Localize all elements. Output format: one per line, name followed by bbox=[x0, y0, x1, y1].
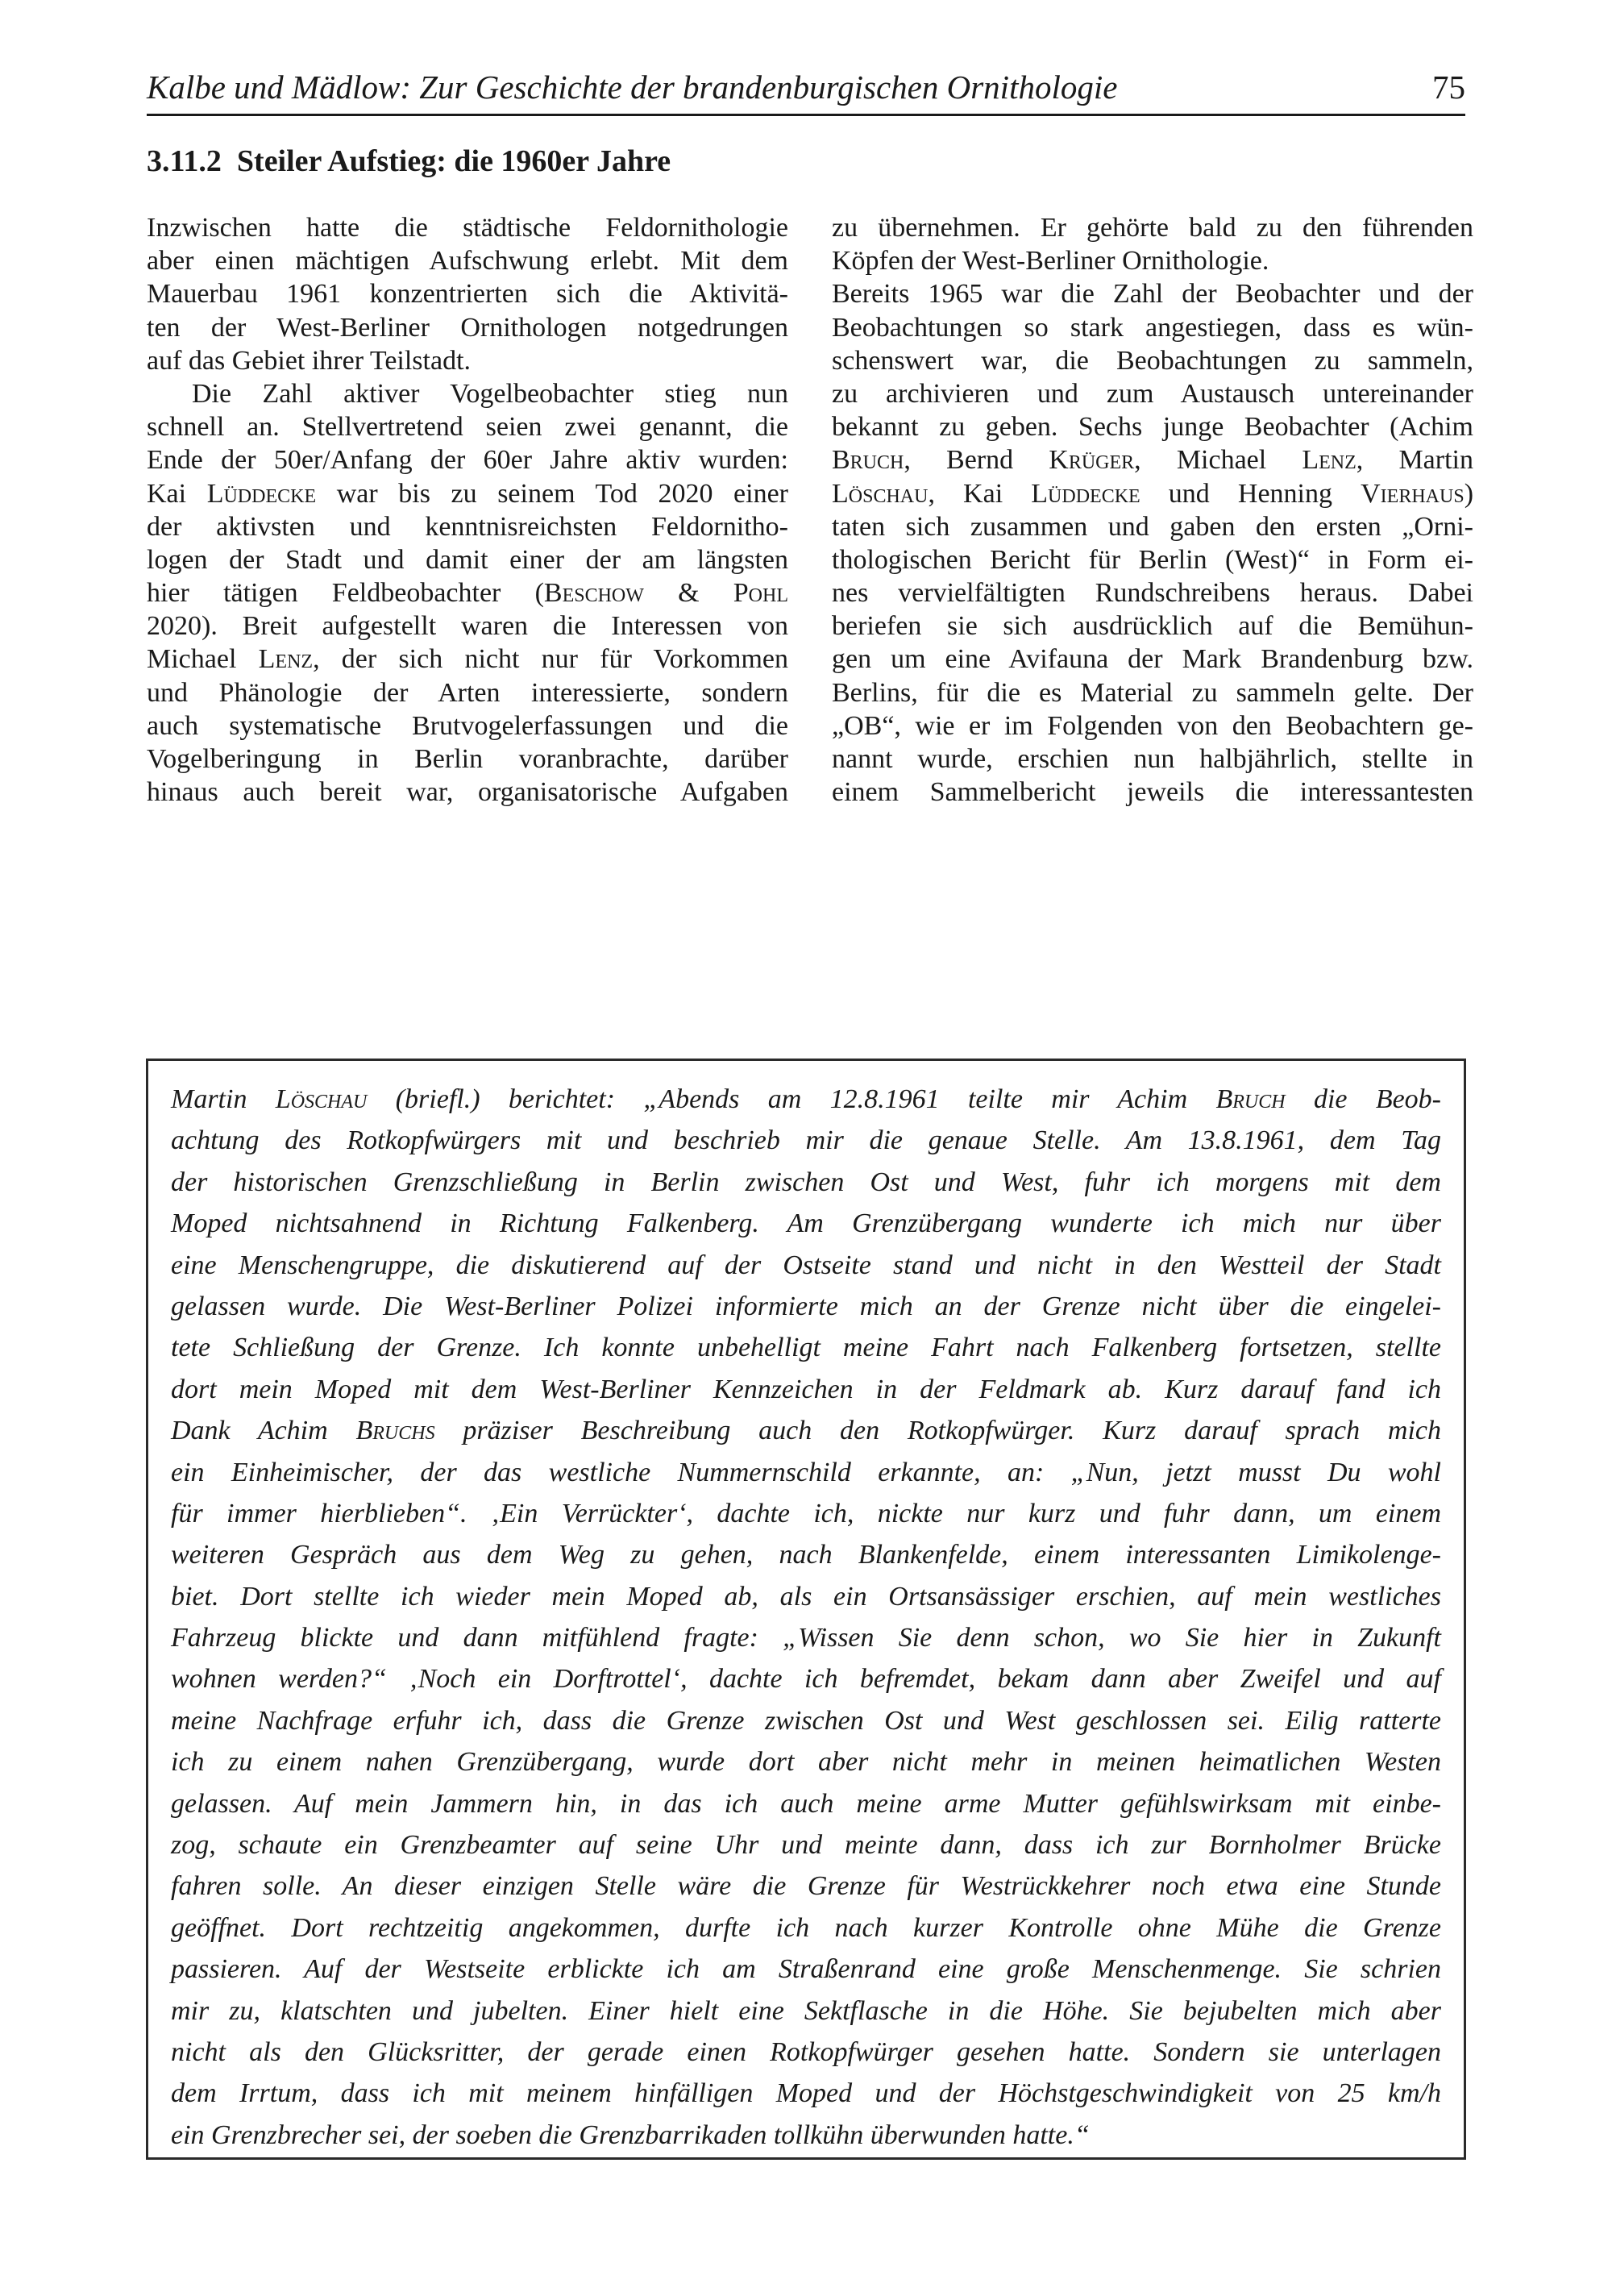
text-line: zu archivieren und zum Austausch untereinander bbox=[832, 378, 1473, 409]
text-line: „OB“, wie er im Folgenden von den Beobachtern ge- bbox=[832, 710, 1473, 741]
text-line: Dank Achim Bruchs präziser Beschreibung auch den Rotkopfwürger. Kurz darauf sprach mich bbox=[171, 1416, 1442, 1446]
text-line: Martin Löschau (briefl.) berichtet: „Abends am 12.8.1961 teilte mir Achim Bruch die Beob- bbox=[171, 1084, 1442, 1114]
text-line: der aktivsten und kenntnisreichsten Feldornitho- bbox=[147, 511, 788, 542]
text-line: Moped nichtsahnend in Richtung Falkenberg. Am Grenzübergang wunderte ich mich nur über bbox=[171, 1208, 1441, 1239]
text-line: weiteren Gespräch aus dem Weg zu gehen, nach Blankenfelde, einem interessanten Limikolenge- bbox=[171, 1540, 1441, 1570]
text-line: mir zu, klatschten und jubelten. Einer hielt eine Sektflasche in die Höhe. Sie bejubelten mich aber bbox=[171, 1995, 1441, 2026]
text-line: biet. Dort stellte ich wieder mein Moped ab, als ein Ortsansässiger erschien, auf mein westliches bbox=[171, 1581, 1441, 1612]
author-name: Beschow bbox=[543, 578, 644, 609]
left-column bbox=[147, 211, 788, 809]
author-name: Lenz bbox=[1302, 445, 1356, 476]
text-line: Michael Lenz, der sich nicht nur für Vorkommen bbox=[147, 644, 788, 675]
text-line: nicht als den Glücksritter, der gerade einen Rotkopfwürger gesehen hatte. Sondern sie unterlagen bbox=[171, 2036, 1441, 2067]
text-line: gelassen wurde. Die West-Berliner Polizei informierte mich an der Grenze nicht über die eingelei- bbox=[171, 1291, 1441, 1321]
text-line: Bruch, Bernd Krüger, Michael Lenz, Martin bbox=[832, 445, 1473, 476]
author-name: Bruch bbox=[832, 445, 904, 476]
text-line: auch systematische Brutvogelerfassungen und die bbox=[147, 710, 788, 741]
text-line: nannt wurde, erschien nun halbjährlich, stellte in bbox=[832, 744, 1473, 774]
text-line: wohnen werden?“ ‚Noch ein Dorftrottel‘, dachte ich befremdet, bekam dann aber Zweifel und auf bbox=[171, 1664, 1441, 1695]
text-line: geöffnet. Dort rechtzeitig angekommen, durfte ich nach kurzer Kontrolle ohne Mühe die Grenze bbox=[171, 1912, 1441, 1943]
author-name: Lüddecke bbox=[1031, 478, 1140, 509]
author-name: Krüger bbox=[1049, 445, 1135, 476]
author-name: Löschau bbox=[275, 1084, 368, 1114]
text-line: Inzwischen hatte die städtische Feldornithologie bbox=[147, 213, 788, 243]
author-name: Vierhaus bbox=[1361, 478, 1465, 509]
text-line: logen der Stadt und damit einer der am längsten bbox=[147, 544, 788, 575]
text-line: Mauerbau 1961 konzentrierten sich die Aktivitä- bbox=[147, 279, 788, 310]
text-line: schnell an. Stellvertretend seien zwei genannt, die bbox=[147, 412, 788, 443]
section-title: Steiler Aufstieg: die 1960er Jahre bbox=[236, 144, 671, 178]
text-line: achtung des Rotkopfwürgers mit und beschrieb mir die genaue Stelle. Am 13.8.1961, dem Tag bbox=[171, 1125, 1441, 1156]
section-number: 3.11.2 bbox=[147, 144, 222, 178]
author-name: Bruch bbox=[1215, 1084, 1286, 1114]
text-line: hinaus auch bereit war, organisatorische Aufgaben bbox=[147, 777, 788, 808]
text-line: Köpfen der West-Berliner Ornithologie. bbox=[832, 246, 1269, 277]
text-line: hier tätigen Feldbeobachter (Beschow & Pohl bbox=[147, 578, 788, 609]
text-line: gen um eine Avifauna der Mark Brandenburg bzw. bbox=[832, 644, 1473, 675]
author-name: Lenz bbox=[258, 644, 314, 675]
author-name: Bruchs bbox=[355, 1416, 435, 1446]
text-line: Berlins, für die es Material zu sammeln gelte. Der bbox=[832, 677, 1473, 708]
text-line: fahren solle. An dieser einzigen Stelle wäre die Grenze für Westrückkehrer noch etwa eine Stunde bbox=[171, 1871, 1441, 1902]
author-name: Pohl bbox=[733, 578, 788, 609]
text-line: taten sich zusammen und gaben den ersten „Orni- bbox=[832, 511, 1473, 542]
text-line: Die Zahl aktiver Vogelbeobachter stieg nun bbox=[192, 378, 788, 409]
text-line: dort mein Moped mit dem West-Berliner Kennzeichen in der Feldmark ab. Kurz darauf fand ich bbox=[171, 1374, 1441, 1404]
text-line: zu übernehmen. Er gehörte bald zu den führenden bbox=[832, 213, 1473, 243]
text-line: der historischen Grenzschließung in Berlin zwischen Ost und West, fuhr ich morgens mit dem bbox=[171, 1167, 1441, 1197]
text-line: eine Menschengruppe, die diskutierend auf der Ostseite stand und nicht in den Westteil der Stadt bbox=[171, 1250, 1441, 1280]
text-line: Beobachtungen so stark angestiegen, dass es wün- bbox=[832, 312, 1473, 343]
text-line: zog, schaute ein Grenzbeamter auf seine Uhr und meinte dann, dass ich zur Bornholmer Brücke bbox=[171, 1830, 1441, 1861]
quote-text bbox=[171, 1079, 1441, 2156]
text-line: Bereits 1965 war die Zahl der Beobachter und der bbox=[832, 279, 1473, 310]
text-line: auf das Gebiet ihrer Teilstadt. bbox=[147, 345, 472, 376]
text-line: Kai Lüddecke war bis zu seinem Tod 2020 einer bbox=[147, 478, 788, 509]
text-line: Löschau, Kai Lüddecke und Henning Vierhaus) bbox=[832, 478, 1474, 509]
text-line: und Phänologie der Arten interessierte, sondern bbox=[147, 677, 788, 708]
text-line: dem Irrtum, dass ich mit meinem hinfälligen Moped und der Höchstgeschwindigkeit von 25 km/h bbox=[171, 2078, 1441, 2109]
text-line: Fahrzeug blickte und dann mitfühlend fragte: „Wissen Sie denn schon, wo Sie hier in Zukunft bbox=[171, 1623, 1441, 1653]
running-title: Kalbe und Mädlow: Zur Geschichte der brandenburgischen Ornithologie bbox=[147, 69, 1118, 106]
text-line: ich zu einem nahen Grenzübergang, wurde dort aber nicht mehr in meinen heimatlichen Westen bbox=[171, 1747, 1441, 1778]
text-line: bekannt zu geben. Sechs junge Beobachter (Achim bbox=[832, 412, 1473, 443]
text-line: tete Schließung der Grenze. Ich konnte unbehelligt meine Fahrt nach Falkenberg fortsetzen, stellte bbox=[171, 1333, 1441, 1363]
author-name: Lüddecke bbox=[206, 478, 317, 509]
text-line: für immer hierblieben“. ‚Ein Verrückter‘, dachte ich, nickte nur kurz und fuhr dann, um einem bbox=[171, 1498, 1441, 1529]
author-name: Löschau bbox=[832, 478, 929, 509]
text-line: nes vervielfältigten Rundschreibens heraus. Dabei bbox=[832, 578, 1473, 609]
text-line: meine Nachfrage erfuhr ich, dass die Grenze zwischen Ost und West geschlossen sei. Eilig ratterte bbox=[171, 1705, 1441, 1736]
text-line: einem Sammelbericht jeweils die interessantesten bbox=[832, 777, 1473, 808]
quote-box bbox=[146, 1059, 1466, 2160]
text-line: 2020). Breit aufgestellt waren die Interessen von bbox=[147, 611, 788, 642]
text-line: aber einen mächtigen Aufschwung erlebt. Mit dem bbox=[147, 246, 788, 277]
text-line: thologischen Bericht für Berlin (West)“ in Form ei- bbox=[832, 544, 1473, 575]
text-line: ten der West-Berliner Ornithologen notgedrungen bbox=[147, 312, 788, 343]
text-line: passieren. Auf der Westseite erblickte ich am Straßenrand eine große Menschenmenge. Sie schrien bbox=[171, 1954, 1441, 1985]
right-column bbox=[832, 211, 1473, 809]
text-line: Vogelberingung in Berlin voranbrachte, darüber bbox=[147, 744, 788, 774]
running-head bbox=[147, 63, 1465, 111]
section-heading bbox=[147, 139, 671, 184]
text-line: Ende der 50er/Anfang der 60er Jahre aktiv wurden: bbox=[147, 445, 788, 476]
page-number: 75 bbox=[1432, 69, 1465, 106]
text-line: ein Einheimischer, der das westliche Nummernschild erkannte, an: „Nun, jetzt musst Du wohl bbox=[171, 1457, 1441, 1487]
text-line: schenswert war, die Beobachtungen zu sammeln, bbox=[832, 345, 1473, 376]
text-line: ein Grenzbrecher sei, der soeben die Grenzbarrikaden tollkühn überwunden hatte.“ bbox=[171, 2119, 1090, 2150]
text-line: gelassen. Auf mein Jammern hin, in das ich auch meine arme Mutter gefühlswirksam mit einbe- bbox=[171, 1788, 1441, 1819]
header-rule bbox=[147, 114, 1465, 116]
text-line: beriefen sie sich ausdrücklich auf die Bemühun- bbox=[832, 611, 1473, 642]
